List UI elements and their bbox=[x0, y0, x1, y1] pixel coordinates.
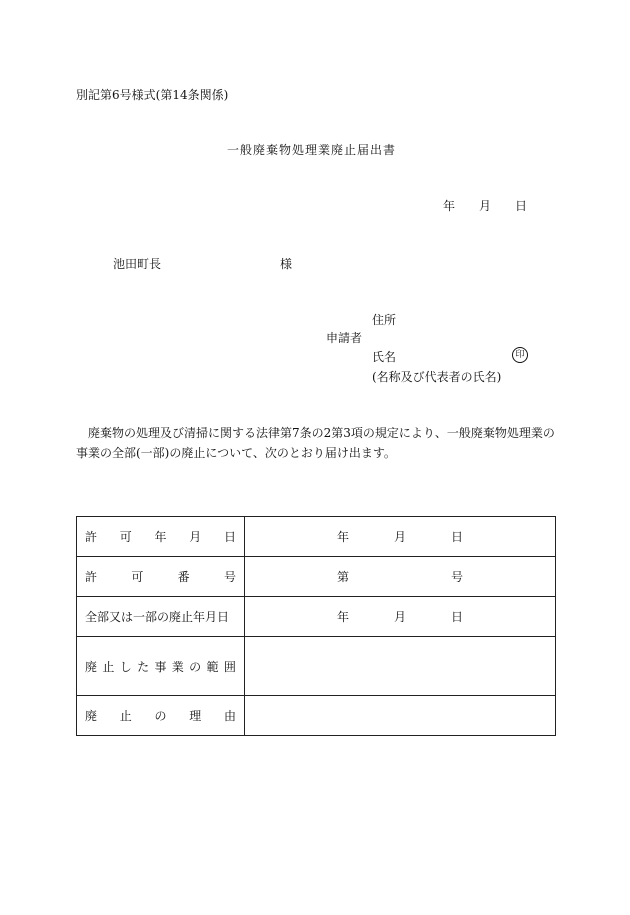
document-title: 一般廃棄物処理業廃止届出書 bbox=[227, 143, 397, 157]
date-day: 日 bbox=[514, 199, 527, 213]
permit-number-field[interactable]: 第 号 bbox=[245, 557, 556, 597]
name-label: 氏名 bbox=[372, 350, 397, 364]
declaration-text bbox=[76, 423, 556, 463]
abolition-reason-field[interactable] bbox=[245, 696, 556, 736]
declaration-line-1: 廃棄物の処理及び清掃に関する法律第7条の2第3項の規定により、一般廃棄物処理業の bbox=[88, 426, 555, 440]
form-reference: 別記第6号様式(第14条関係) bbox=[76, 88, 229, 102]
details-table bbox=[76, 516, 556, 736]
permit-date-field[interactable]: 年 月 日 bbox=[245, 517, 556, 557]
date-year: 年 bbox=[443, 199, 456, 213]
seal-mark: 印 bbox=[512, 347, 528, 363]
address-label: 住所 bbox=[372, 313, 397, 327]
abolition-date-field[interactable]: 年 月 日 bbox=[245, 597, 556, 637]
permit-number-label: 許 可 番 号 bbox=[77, 557, 245, 597]
table-row-abolition-date bbox=[77, 597, 556, 637]
table-row-permit-number bbox=[77, 557, 556, 597]
abolition-date-label: 全部又は一部の廃止年月日 bbox=[77, 597, 245, 637]
abolition-reason-label: 廃 止 の 理 由 bbox=[77, 696, 245, 736]
addressee-name: 池田町長 bbox=[113, 257, 162, 271]
applicant-label: 申請者 bbox=[326, 331, 363, 345]
name-note: (名称及び代表者の氏名) bbox=[372, 370, 502, 384]
permit-date-label: 許 可 年 月 日 bbox=[77, 517, 245, 557]
addressee-honorific: 様 bbox=[280, 257, 293, 271]
table-row-permit-date bbox=[77, 517, 556, 557]
table-row-abolition-reason bbox=[77, 696, 556, 736]
abolished-scope-field[interactable] bbox=[245, 637, 556, 696]
abolished-scope-label: 廃 止 し た 事 業 の 範 囲 bbox=[77, 637, 245, 696]
declaration-line-2: 事業の全部(一部)の廃止について、次のとおり届け出ます。 bbox=[76, 446, 396, 460]
date-month: 月 bbox=[478, 199, 491, 213]
table-row-abolished-scope bbox=[77, 637, 556, 696]
submission-date bbox=[443, 197, 527, 214]
